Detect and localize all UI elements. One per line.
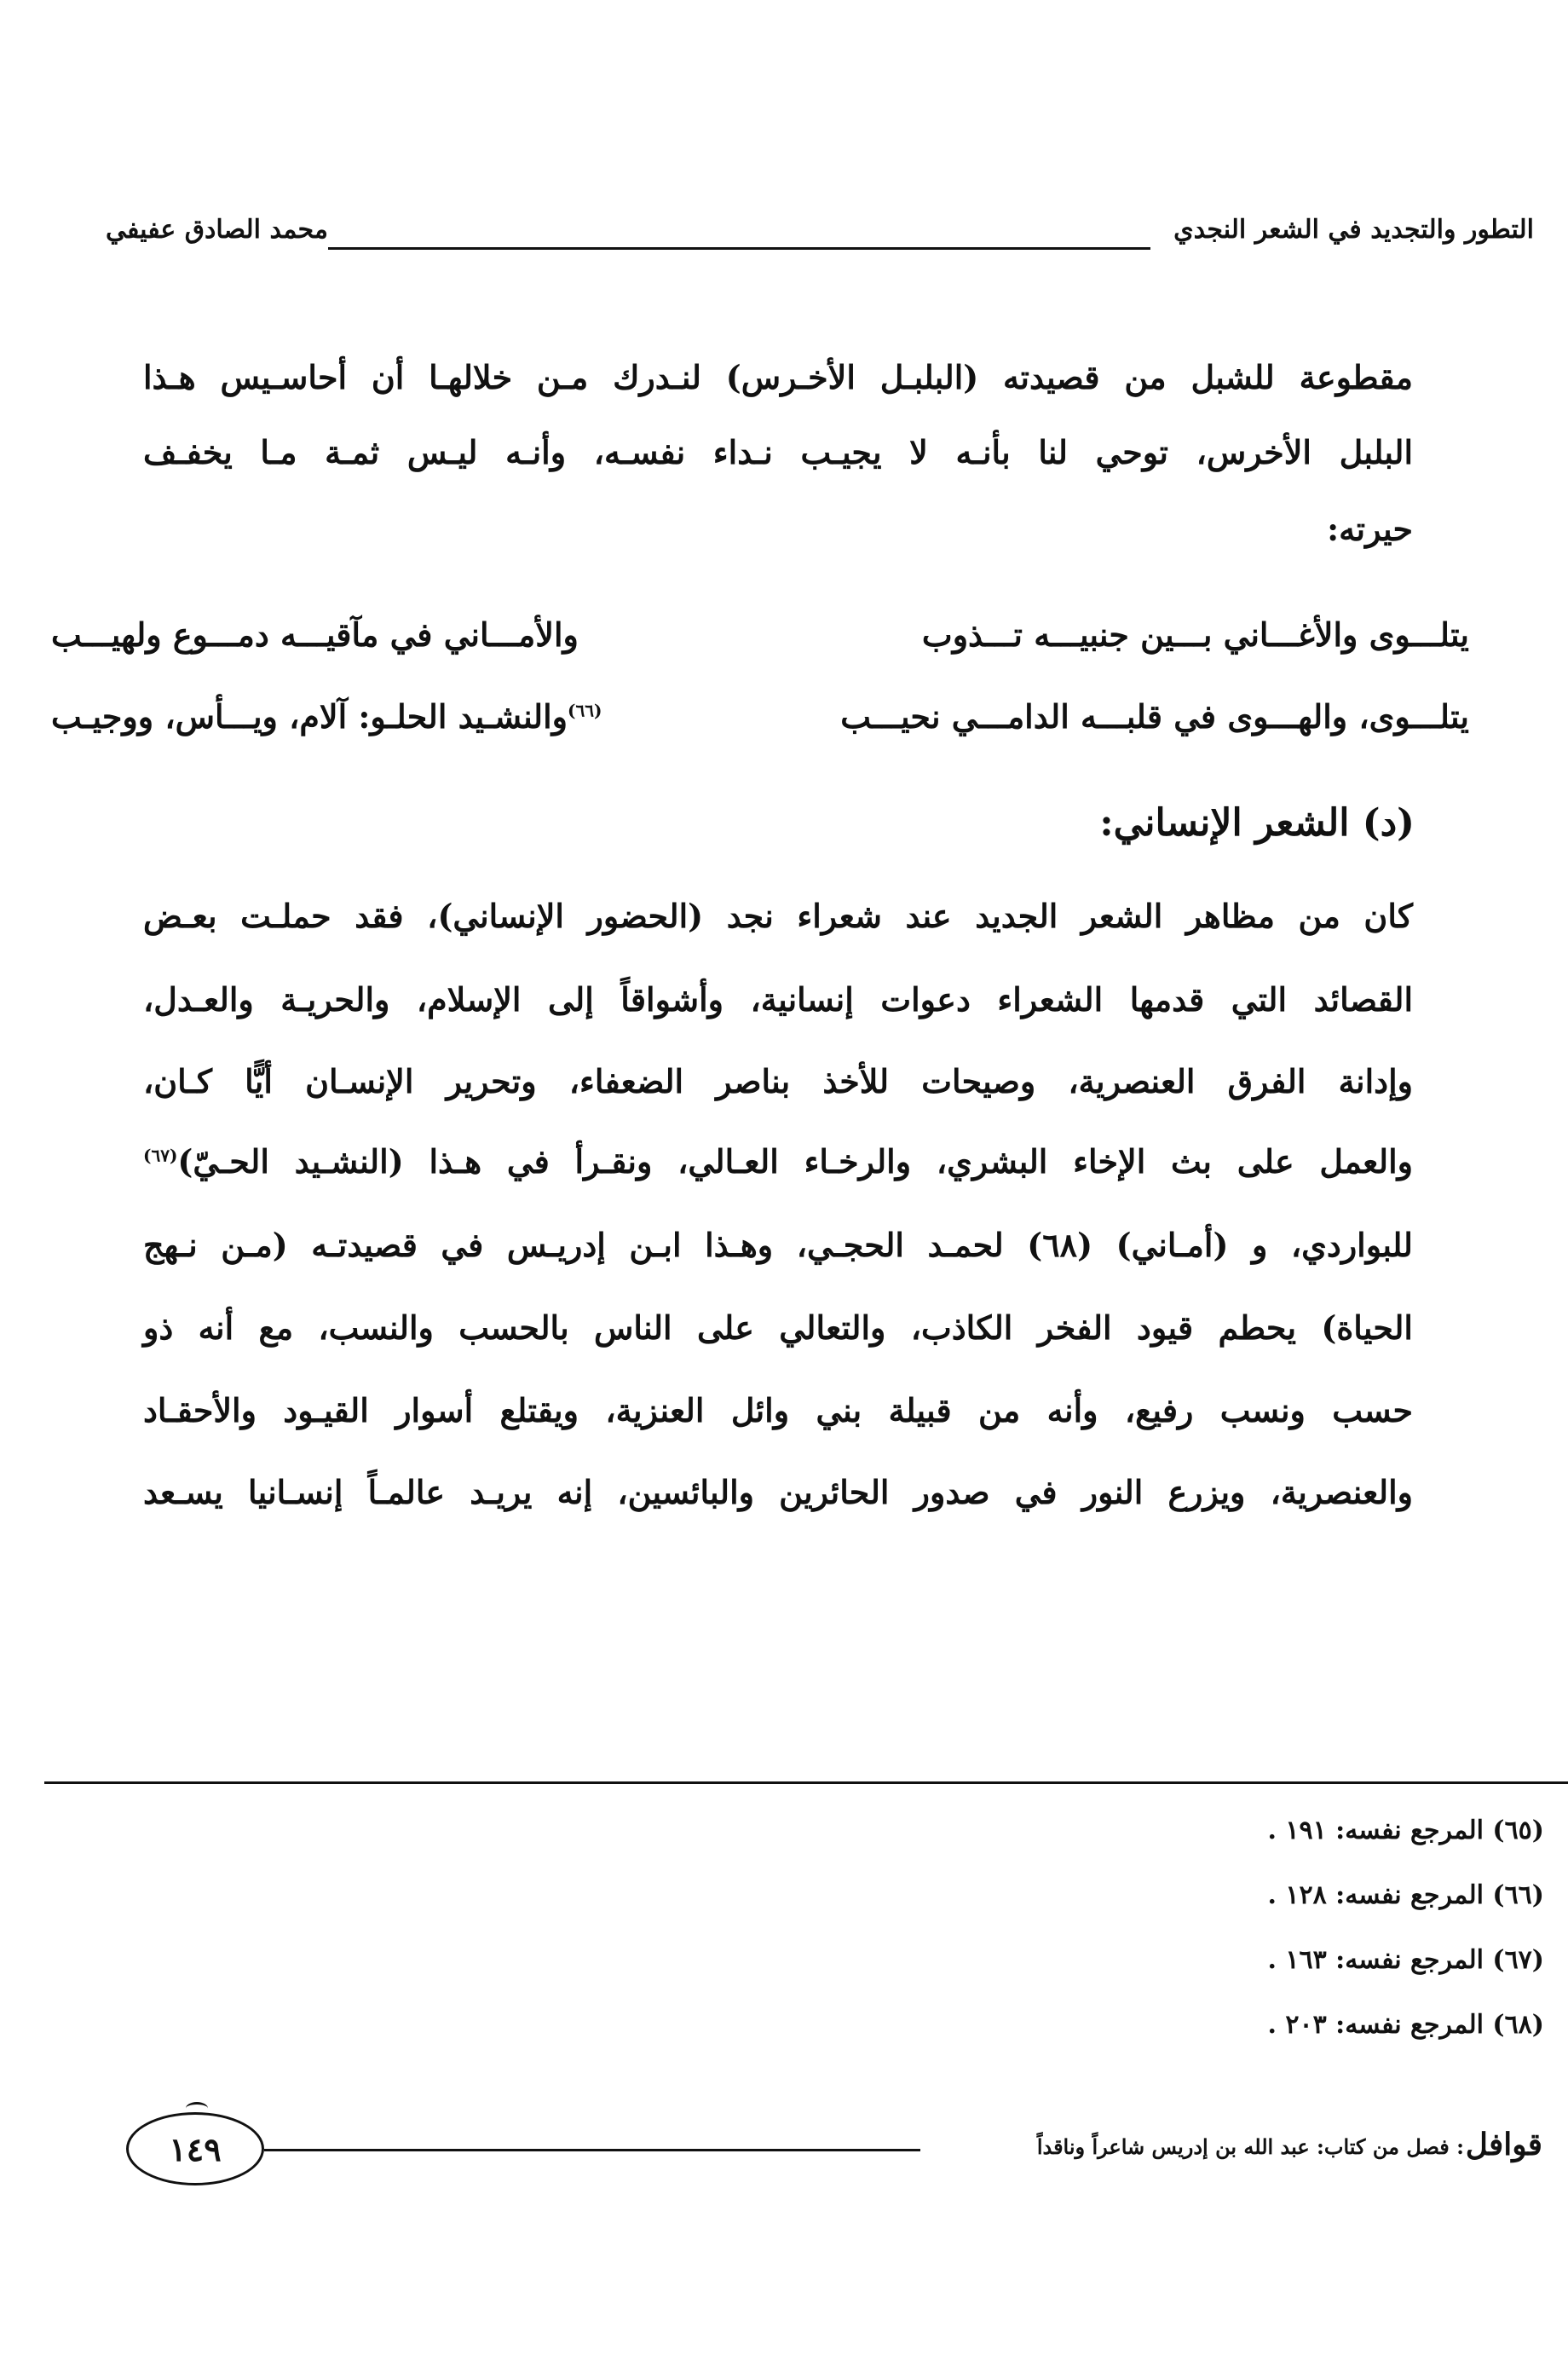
running-header-author: محمد الصادق عفيفي <box>106 215 328 245</box>
footnote-ref-66: (٦٦) <box>568 700 602 721</box>
footnote-rule <box>44 1781 1568 1784</box>
footnote-66: (٦٦) المرجع نفسه: ١٢٨ . <box>1267 1880 1544 1910</box>
footer-rule <box>264 2149 920 2151</box>
page-number: ١٤٩ <box>126 2112 264 2185</box>
running-header-title: التطور والتجديد في الشعر النجدي <box>1173 215 1534 245</box>
section-line-3: وإدانة الفرق العنصرية، وصيحات للأخذ بناصر الضعفاء، وتحرير الإنسـان أيًّا كـان، <box>143 1062 1413 1100</box>
footnote-65: (٦٥) المرجع نفسه: ١٩١ . <box>1267 1816 1544 1845</box>
footer-brand: قوافل <box>1465 2127 1542 2162</box>
verse-2-left: $^{(٦٦)}$والنشـيد الحلـو: آلام، ويـــأس، ووجيـب <box>51 697 602 736</box>
verse-1-right: يتلـــوى والأغـــاني بـــين جنبيـــه تـــذوب <box>921 615 1469 654</box>
section-line-8: والعنصرية، ويزرع النور في صدور الحائرين والبائسين، إنه يريـد عالمـاً إنسـانيا يسـعد <box>143 1473 1413 1511</box>
footnote-ref-67: (٦٧) <box>143 1145 178 1166</box>
section-line-6: الحياة) يحطم قيود الفخر الكاذب، والتعالي على الناس بالحسب والنسب، مع أنه ذو <box>143 1308 1413 1347</box>
footnote-68: (٦٨) المرجع نفسه: ٢٠٣ . <box>1267 2010 1544 2040</box>
verse-2-right: يتلـــوى، والهـــوى في قلبـــه الدامـــي نحيـــب <box>840 697 1469 736</box>
section-line-4: والعمل على بث الإخاء البشري، والرخـاء العـالي، ونقـرأ في هـذا (النشـيد الحـيّ)$^{(٦٧)}$ <box>143 1142 1413 1181</box>
section-line-5: للبواردي، و (أمـاني) (٦٨) لحمـد الحجـي، وهـذا ابـن إدريـس في قصيدتـه (مـن نـهج <box>143 1226 1413 1264</box>
section-line-1: كان من مظاهر الشعر الجديد عند شعراء نجد (الحضور الإنساني)، فقد حملـت بعـض <box>143 897 1413 935</box>
intro-line-1: مقطوعة للشبل من قصيدته (البلبـل الأخـرس) لنـدرك مـن خلالهـا أن أحاسـيس هـذا <box>143 358 1413 396</box>
verse-1-left: والأمـــاني في مآقيـــه دمـــوع ولهيـــب <box>51 615 579 654</box>
section-line-7: حسب ونسب رفيع، وأنه من قبيلة بني وائل العنزية، ويقتلع أسوار القيـود والأحقـاد <box>143 1391 1413 1429</box>
footnote-67: (٦٧) المرجع نفسه: ١٦٣ . <box>1267 1945 1544 1975</box>
section-line-2: القصائد التي قدمها الشعراء دعوات إنسانية، وأشواقاً إلى الإسلام، والحريـة والعـدل، <box>143 980 1413 1019</box>
footer-book-title: : فصل من كتاب: عبد الله بن إدريس شاعراً وناقداً <box>1036 2134 1464 2159</box>
section-heading: (د) الشعر الإنساني: <box>1099 801 1415 845</box>
header-rule <box>328 247 1150 250</box>
intro-line-3: حيرته: <box>1327 510 1413 548</box>
intro-line-2: البلبل الأخرس، توحي لنا بأنـه لا يجيـب نـداء نفسـه، وأنـه ليـس ثمـة مـا يخفـف <box>143 433 1413 471</box>
